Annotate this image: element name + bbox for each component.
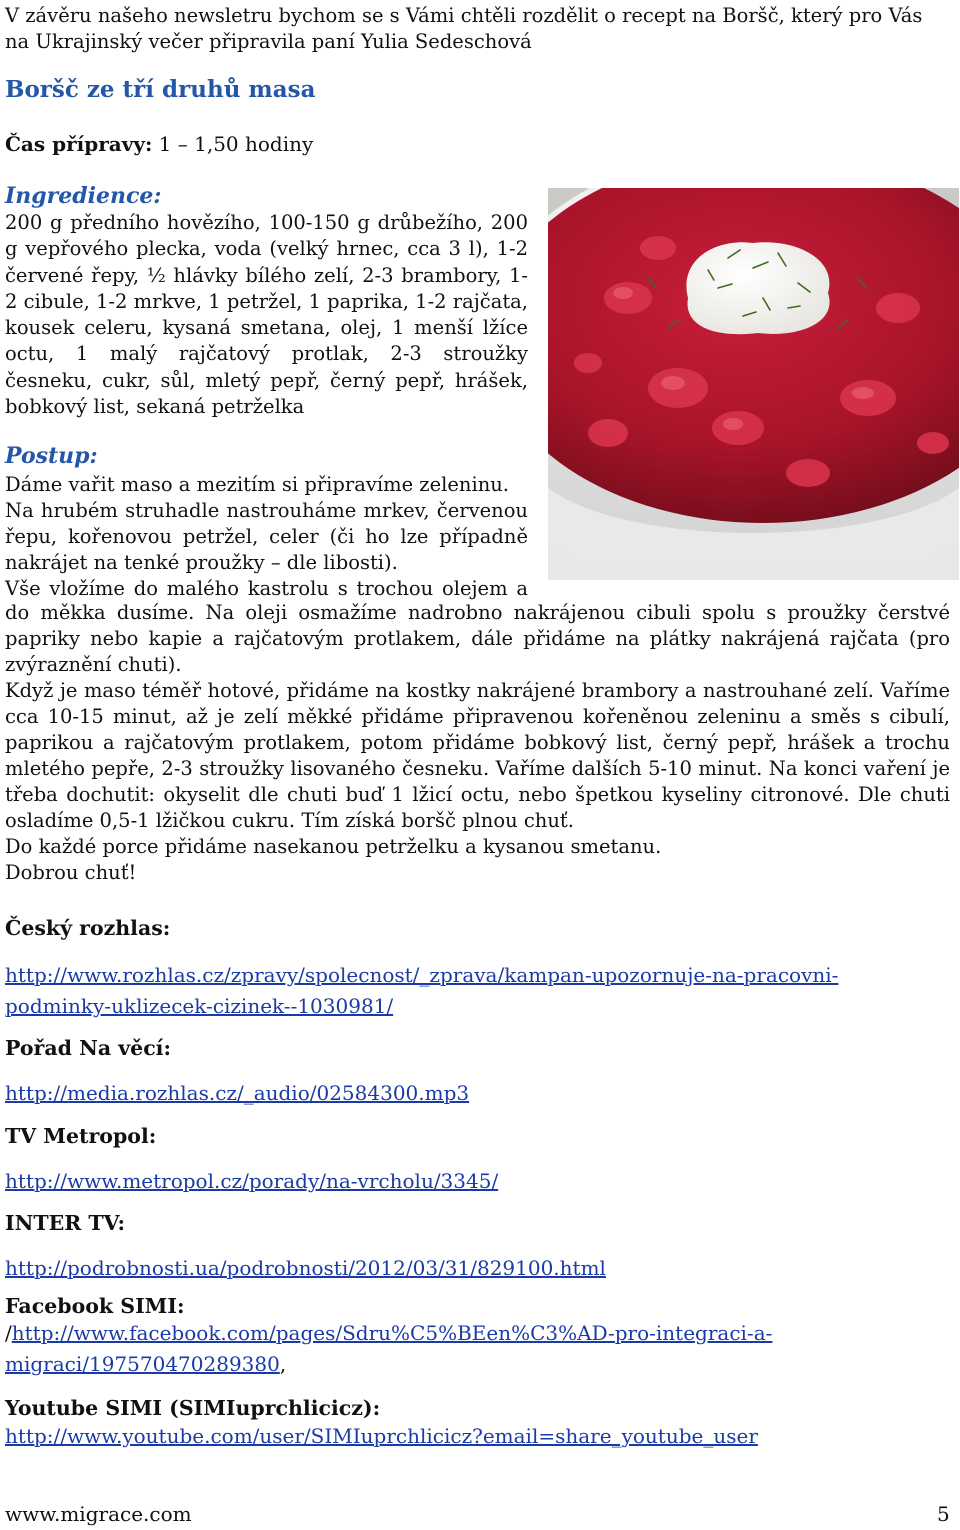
media-link[interactable]: http://podrobnosti.ua/podrobnosti/2012/03/31/829100.html xyxy=(5,1256,606,1280)
prep-time xyxy=(5,132,313,156)
media-label: Facebook SIMI: xyxy=(5,1294,185,1318)
borscht-photo xyxy=(548,188,959,580)
media-link[interactable]: http://www.youtube.com/user/SIMIuprchlicicz?email=share_youtube_user xyxy=(5,1424,758,1448)
footer-site: www.migrace.com xyxy=(5,1502,192,1526)
ingredients-heading: Ingredience: xyxy=(5,183,162,209)
media-link[interactable]: http://www.metropol.cz/porady/na-vrcholu/3345/ xyxy=(5,1169,499,1193)
media-label: Český rozhlas: xyxy=(5,916,171,940)
procedure-paragraph: Do každé porce přidáme nasekanou petrželku a kysanou smetanu. xyxy=(5,835,662,858)
procedure-paragraph: Vše vložíme do malého kastrolu s trochou olejem a xyxy=(5,577,528,600)
newsletter-intro: V závěru našeho newsletru bychom se s Vámi chtěli rozdělit o recept na Boršč, který pro Vás na Ukrajinský večer připravila paní Yulia Sedeschová xyxy=(5,4,923,53)
facebook-link-line xyxy=(5,1318,805,1380)
link-suffix: , xyxy=(279,1352,287,1376)
link-prefix: / xyxy=(5,1321,12,1345)
media-link[interactable]: http://www.facebook.com/pages/Sdru%C5%BEen%C3%AD-pro-integraci-a-migraci/197570470289380 xyxy=(5,1321,773,1376)
media-label: INTER TV: xyxy=(5,1211,126,1235)
ingredients-text: 200 g předního hovězího, 100-150 g drůbežího, 200 g vepřového plecka, voda (velký hrnec, cca 3 l), 1-2 červené řepy, ½ hlávky bílého zelí, 2-3 brambory, 1-2 cibule, 1-2 mrkve, 1 petržel, 1 paprika, 1-2 rajčata, kousek celeru, kysaná smetana, olej, 1 menší lžíce octu, 1 malý rajčatový protlak, 2-3 stroužky česneku, cukr, sůl, mletý pepř, černý pepř, hrášek, bobkový list, sekaná petrželka xyxy=(5,211,528,419)
procedure-paragraph: Na hrubém struhadle nastrouháme mrkev, červenou řepu, kořenovou petržel, celer (či ho lze případně nakrájet na tenké proužky – dle libosti). xyxy=(5,499,528,574)
procedure-paragraph: Dobrou chuť! xyxy=(5,861,137,884)
media-link[interactable]: http://media.rozhlas.cz/_audio/02584300.mp3 xyxy=(5,1081,470,1105)
prep-time-value: 1 – 1,50 hodiny xyxy=(152,132,314,156)
procedure-heading: Postup: xyxy=(5,443,98,469)
procedure-paragraph: do měkka dusíme. Na oleji osmažíme nadrobno nakrájenou cibuli spolu s proužky čerstvé papriky nebo kapie a rajčatovým protlakem, dále přidáme na plátky nakrájená rajčata (pro zvýraznění chuti). xyxy=(5,601,950,676)
recipe-title: Boršč ze tří druhů masa xyxy=(5,76,316,103)
prep-time-label: Čas přípravy: xyxy=(5,132,153,156)
procedure-paragraph: Dáme vařit maso a mezitím si připravíme zeleninu. xyxy=(5,473,510,496)
procedure-wide xyxy=(5,600,950,886)
media-link[interactable]: http://www.rozhlas.cz/zpravy/spolecnost/_zprava/kampan-upozornuje-na-pracovni-podminky-uklizecek-cizinek--1030981/ xyxy=(5,963,839,1018)
page-number: 5 xyxy=(937,1502,950,1526)
media-label: Pořad Na věcí: xyxy=(5,1036,172,1060)
procedure-paragraph: Když je maso téměř hotové, přidáme na kostky nakrájené brambory a nastrouhané zelí. Vaříme cca 10-15 minut, až je zelí měkké přidáme připravenou kořeněnou zeleninu a směs s cibulí, paprikou a rajčatovým protlakem, potom přidáme bobkový list, černý pepř, hrášek a trochu mletého pepře, 2-3 stroužky lisovaného česneku. Vaříme dalších 5-10 minut. Na konci vaření je třeba dochutit: okyselit dle chuti buď 1 lžicí octu, nebo špetkou kyseliny citronové. Dle chuti osladíme 0,5-1 lžičkou cukru. Tím získá boršč plnou chuť. xyxy=(5,679,950,832)
procedure-narrow xyxy=(5,472,528,602)
media-label: TV Metropol: xyxy=(5,1124,157,1148)
media-label: Youtube SIMI (SIMIuprchlicicz): xyxy=(5,1396,381,1420)
